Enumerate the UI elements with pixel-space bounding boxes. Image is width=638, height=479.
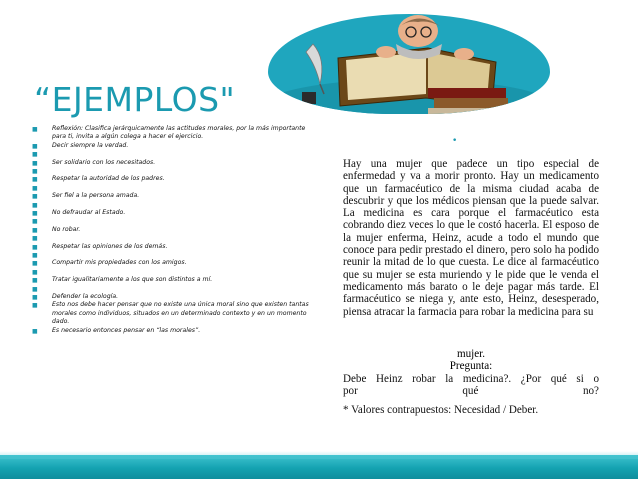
bullet-square-icon: ■ [32, 151, 38, 159]
bullet-square-icon: ■ [32, 260, 38, 268]
opposed-values-note: * Valores contrapuestos: Necesidad / Deber. [343, 404, 539, 416]
bullet-item [30, 268, 318, 276]
bullet-square-icon: ■ [32, 268, 38, 276]
bullet-item [30, 217, 318, 225]
bullet-text: Esto nos debe hacer pensar que no existe una única moral sino que existen tantas morales como individuos, situados en un determinado contexto y en un momento dado. [52, 301, 309, 326]
bullet-item [30, 243, 318, 251]
bullet-item [30, 259, 318, 267]
bullet-square-icon: ■ [32, 293, 38, 301]
bullet-text: Reflexión: Clasifica jerárquicamente las actitudes morales, por la más importante para ti, invita a algún colega a hacer el ejercicio. [52, 125, 306, 141]
bullet-square-icon: ■ [32, 176, 38, 184]
slide-title: “EJEMPLOS" [34, 80, 236, 119]
bullet-item [30, 175, 318, 183]
bottom-band [0, 455, 638, 479]
bullet-item [30, 192, 318, 200]
question-line-1: Debe Heinz robar la medicina?. ¿Por qué si o [343, 373, 599, 385]
bullet-square-icon: ■ [32, 277, 38, 285]
bullet-list [30, 125, 318, 335]
bullet-text: Decir siempre la verdad. [52, 141, 129, 149]
heinz-story-text: Hay una mujer que padece un tipo especial de enfermedad y va a morir pronto. Hay un medicamento que un farmacéutico de la misma ciudad acaba de descubrir y que los médicos piensan que la puede salvar. La medicina es cara porque el farmacéutico esta cobrando diez veces lo que le costó hacerla. El esposo de la mujer enferma, Heinz, acude a todo el mundo que conoce para pedir prestado el dinero, pero solo ha podido reunir la mitad de lo que cuesta. Le dice al farmacéutico que su mujer se esta muriendo y le pide que le venda el medicamento más barato o le deje pagar más tarde. El farmacéutico se niega y, ante esto, Heinz, desesperado, piensa atracar la farmacia para robar la medicina para su [343, 158, 599, 318]
bullet-text: Tratar igualitariamente a los que son distintos a mí. [52, 276, 213, 284]
bullet-square-icon: ■ [32, 193, 38, 201]
bullet-square-icon: ■ [32, 243, 38, 251]
question-label: Pregunta: [449, 360, 493, 372]
bullet-square-icon: ■ [32, 226, 38, 234]
bullet-text: Respetar la autoridad de los padres. [52, 175, 165, 183]
question-word-que: qué [462, 385, 479, 398]
stacked-book-2 [434, 98, 508, 108]
illustration-art [268, 14, 550, 114]
bullet-item [30, 226, 318, 234]
bullet-item [30, 285, 318, 293]
bullet-square-icon: ■ [32, 201, 38, 209]
quill-feather [306, 44, 322, 84]
bullet-square-icon: ■ [32, 327, 38, 335]
bullet-item [30, 234, 318, 242]
bullet-square-icon: ■ [32, 159, 38, 167]
bullet-item [30, 276, 318, 284]
ink-bottle [302, 92, 316, 104]
bullet-text: Ser solidario con los necesitados. [52, 158, 156, 166]
bullet-item [30, 209, 318, 217]
bullet-item [30, 125, 318, 142]
bullet-square-icon: ■ [32, 126, 38, 133]
bullet-item [30, 184, 318, 192]
bullet-item [30, 201, 318, 209]
question-text [343, 373, 599, 398]
bullet-item [30, 327, 318, 335]
heinz-story-paragraph [343, 158, 599, 318]
question-line-2 [343, 385, 599, 397]
bullet-text: Defender la ecología. [52, 292, 119, 300]
bullet-item [30, 142, 318, 150]
bullet-square-icon: ■ [32, 168, 38, 176]
bullet-item [30, 159, 318, 167]
book-left-page [346, 52, 426, 100]
stacked-book-1 [428, 88, 506, 98]
bullet-square-icon: ■ [32, 142, 38, 150]
professor-hand-left [376, 46, 396, 58]
bullet-item [30, 301, 318, 326]
bullet-square-icon: ■ [32, 285, 38, 293]
bullet-square-icon: ■ [32, 235, 38, 243]
professor-hand-right [454, 48, 474, 60]
bullet-text: Es necesario entonces pensar en “las morales”. [52, 326, 201, 334]
bullet-text: No robar. [52, 225, 81, 233]
bullet-text: Compartir mis propiedades con los amigos. [52, 259, 187, 267]
heinz-story-end: mujer. [456, 348, 486, 360]
question-word-por: por [343, 385, 358, 398]
bullet-square-icon: ■ [32, 210, 38, 217]
question-word-no: no? [582, 385, 599, 398]
bullet-square-icon: ■ [32, 302, 38, 310]
bullet-text: Respetar las opiniones de los demás. [52, 242, 168, 250]
bullet-item [30, 150, 318, 158]
story-bullet: • [452, 136, 458, 146]
professor-reading-book-icon [268, 14, 550, 114]
bullet-text: No defraudar al Estado. [52, 209, 126, 216]
stacked-book-3 [428, 108, 508, 114]
bullet-square-icon: ■ [32, 252, 38, 259]
bullet-square-icon: ■ [32, 184, 38, 192]
bullet-square-icon: ■ [32, 218, 38, 226]
bullet-text: Ser fiel a la persona amada. [52, 192, 140, 200]
